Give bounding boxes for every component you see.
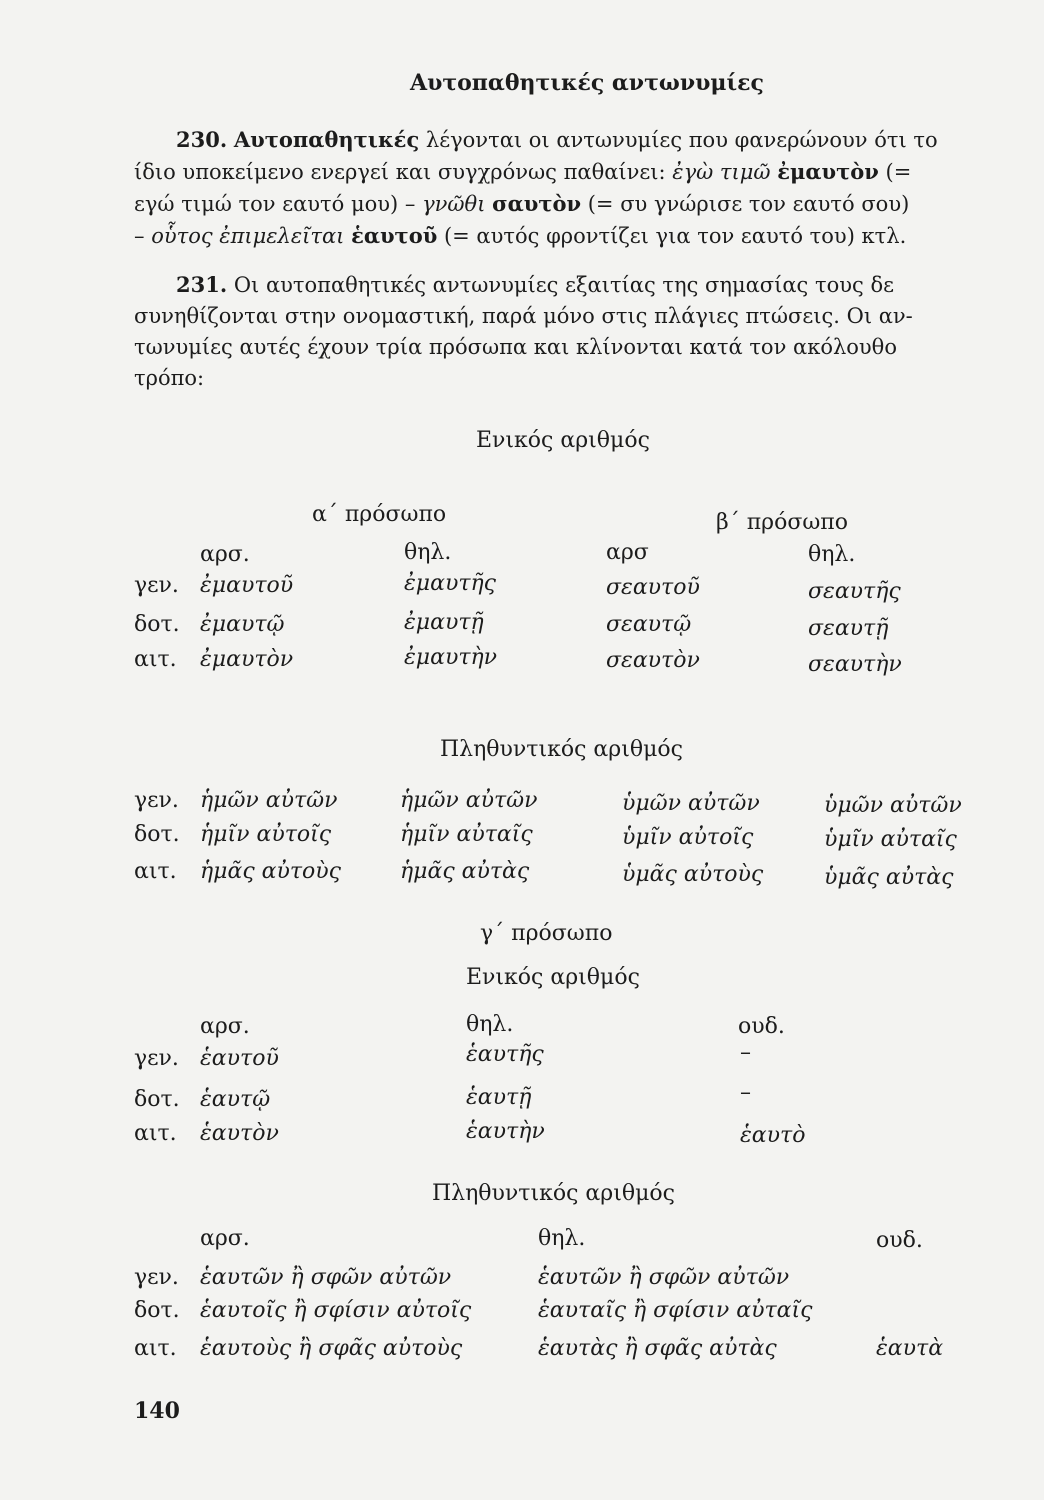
column-header: ουδ. xyxy=(876,1228,923,1253)
paragraph-number: 231. xyxy=(176,272,228,297)
paragraph-230 xyxy=(134,124,1000,252)
paragraph-number: 230. xyxy=(176,127,228,152)
case-label: αιτ. xyxy=(134,859,177,884)
table-cell: ἑαυτοῦ xyxy=(200,1046,279,1071)
table-cell: σεαυτῇ xyxy=(808,616,889,641)
person-label: α΄ πρόσωπο xyxy=(312,502,447,527)
case-label: δοτ. xyxy=(134,1087,180,1112)
example: οὗτος ἐπιμελεῖται xyxy=(151,224,345,248)
case-label: αιτ. xyxy=(134,1336,177,1361)
table-cell: ἑαυτὸ xyxy=(740,1123,806,1148)
table-cell: ἡμῶν αὐτῶν xyxy=(200,788,338,813)
example-bold: ἐμαυτὸν xyxy=(777,159,879,184)
column-header: θηλ. xyxy=(538,1226,586,1251)
table-cell: ἡμᾶς αὐτὰς xyxy=(400,859,530,884)
table-cell: ἐμαυτῷ xyxy=(200,612,285,637)
case-label: γεν. xyxy=(134,1046,179,1071)
table-cell: σεαυτοῦ xyxy=(606,575,700,600)
text: ίδιο υποκείμενο ενεργεί και συγχρόνως παθαίνει: xyxy=(134,160,666,184)
column-header: θηλ. xyxy=(404,540,452,565)
case-label: αιτ. xyxy=(134,1121,177,1146)
table-cell: ἑαυτῷ xyxy=(200,1087,271,1112)
text: (= xyxy=(885,160,912,184)
table-cell: σεαυτῆς xyxy=(808,579,901,604)
table-cell: ἡμῖν αὐτοῖς xyxy=(200,822,332,847)
table-cell: – xyxy=(740,1080,751,1105)
column-header: θηλ. xyxy=(466,1012,514,1037)
column-header: θηλ. xyxy=(808,542,856,567)
section-heading: Πληθυντικός αριθμός xyxy=(432,1181,675,1206)
table-cell: ἑαυτὸν xyxy=(200,1121,279,1146)
table-cell: ἐμαυτὴν xyxy=(404,645,498,670)
table-cell: ὑμῖν αὐτοῖς xyxy=(622,825,754,850)
case-label: δοτ. xyxy=(134,612,180,637)
text: (= αυτός φροντίζει για τον εαυτό του) κτλ. xyxy=(443,224,907,248)
table-cell: σεαυτῷ xyxy=(606,612,692,637)
example: γνῶθι xyxy=(422,192,486,216)
column-header: αρσ. xyxy=(200,1014,250,1039)
example-bold: σαυτὸν xyxy=(492,191,582,216)
table-cell: ὑμῖν αὐταῖς xyxy=(824,827,957,852)
page-number: 140 xyxy=(134,1398,180,1424)
table-cell: ἐμαυτῇ xyxy=(404,610,484,635)
table-cell: ἑαυτῆς xyxy=(466,1042,544,1067)
table-cell: ὑμῶν αὐτῶν xyxy=(622,791,760,816)
case-label: γεν. xyxy=(134,1265,179,1290)
table-cell: σεαυτὸν xyxy=(606,648,700,673)
table-cell: ὑμῶν αὐτῶν xyxy=(824,793,962,818)
section-heading: Ενικός αριθμός xyxy=(466,965,640,990)
paragraph-231 xyxy=(134,269,1000,394)
example-bold: ἑαυτοῦ xyxy=(351,223,438,248)
section-heading: Πληθυντικός αριθμός xyxy=(440,737,683,762)
column-header: αρσ xyxy=(606,540,649,565)
case-label: γεν. xyxy=(134,788,179,813)
column-header: αρσ. xyxy=(200,542,250,567)
example: ἐγὼ τιμῶ xyxy=(672,160,771,184)
person-label: β΄ πρόσωπο xyxy=(716,510,849,535)
text: συνηθίζονται στην ονομαστική, παρά μόνο στις πλάγιες πτώσεις. Οι αν- xyxy=(134,304,913,328)
column-header: ουδ. xyxy=(738,1014,785,1039)
table-cell: ἑαυταῖς ἢ σφίσιν αὐταῖς xyxy=(538,1298,813,1323)
table-cell: ὑμᾶς αὐτὰς xyxy=(824,865,954,890)
table-cell: ἑαυτὰ xyxy=(876,1336,944,1361)
text: εγώ τιμώ τον εαυτό μου) – xyxy=(134,192,416,216)
table-cell: σεαυτὴν xyxy=(808,652,902,677)
text: – xyxy=(134,224,145,248)
table-cell: – xyxy=(740,1040,751,1065)
table-cell: ἑαυτῶν ἢ σφῶν αὐτῶν xyxy=(200,1265,452,1290)
table-cell: ἡμῶν αὐτῶν xyxy=(400,788,538,813)
person-label: γ΄ πρόσωπο xyxy=(480,921,613,946)
table-cell: ἑαυτὴν xyxy=(466,1119,545,1144)
text: λέγονται οι αντωνυμίες που φανερώνουν ότι το xyxy=(425,128,938,152)
text: τρόπο: xyxy=(134,366,205,390)
table-cell: ἑαυτοὺς ἢ σφᾶς αὐτοὺς xyxy=(200,1336,463,1361)
column-header: αρσ. xyxy=(200,1226,250,1251)
table-cell: ὑμᾶς αὐτοὺς xyxy=(622,862,764,887)
text: τωνυμίες αυτές έχουν τρία πρόσωπα και κλίνονται κατά τον ακόλουθο xyxy=(134,335,897,359)
table-cell: ἑαυτοῖς ἢ σφίσιν αὐτοῖς xyxy=(200,1298,472,1323)
table-cell: ἐμαυτῆς xyxy=(404,571,497,596)
text: Οι αυτοπαθητικές αντωνυμίες εξαιτίας της σημασίας τους δε xyxy=(233,273,894,297)
case-label: αιτ. xyxy=(134,647,177,672)
text: (= συ γνώρισε τον εαυτό σου) xyxy=(587,192,910,216)
case-label: γεν. xyxy=(134,573,179,598)
table-cell: ἡμᾶς αὐτοὺς xyxy=(200,859,341,884)
case-label: δοτ. xyxy=(134,1298,180,1323)
table-cell: ἐμαυτοῦ xyxy=(200,573,294,598)
term: Αυτοπαθητικές xyxy=(233,127,420,152)
table-cell: ἑαυτὰς ἢ σφᾶς αὐτὰς xyxy=(538,1336,777,1361)
table-cell: ἑαυτῶν ἢ σφῶν αὐτῶν xyxy=(538,1265,790,1290)
section-heading: Ενικός αριθμός xyxy=(476,428,650,453)
case-label: δοτ. xyxy=(134,822,180,847)
table-cell: ἡμῖν αὐταῖς xyxy=(400,822,533,847)
page-title: Αυτοπαθητικές αντωνυμίες xyxy=(410,70,764,96)
table-cell: ἐμαυτὸν xyxy=(200,647,294,672)
table-cell: ἑαυτῇ xyxy=(466,1085,532,1110)
